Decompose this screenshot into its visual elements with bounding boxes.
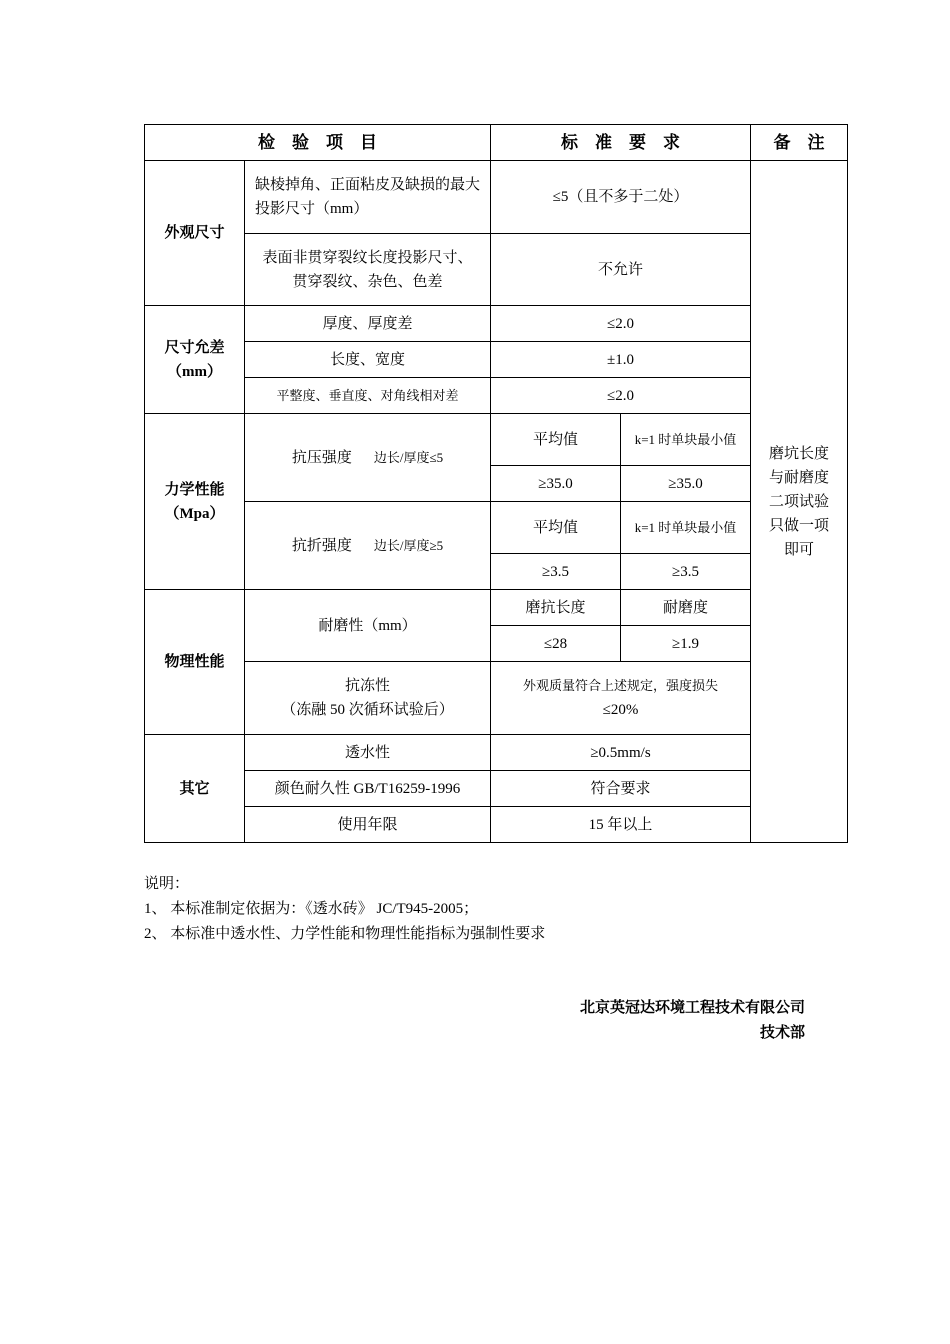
wear-v1: ≤28 (491, 626, 621, 662)
remark-cell (751, 161, 848, 843)
tolerance-label-2: （mm） (167, 363, 222, 380)
tolerance-req-2: ±1.0 (491, 342, 751, 378)
frost-item-2: （冻融 50 次循环试验后） (281, 702, 454, 718)
notes-section (144, 872, 545, 947)
group-physical: 物理性能 (145, 590, 245, 735)
flexural-v2: ≥3.5 (621, 554, 751, 590)
mechanical-label-1: 力学性能 (164, 481, 225, 498)
signature-company: 北京英冠达环境工程技术有限公司 (579, 1000, 805, 1016)
other-item-3: 使用年限 (245, 807, 491, 843)
flexural-item (245, 502, 491, 590)
flexural-label: 抗折强度 (291, 537, 352, 554)
tolerance-req-1: ≤2.0 (491, 306, 751, 342)
flexural-h1: 平均值 (491, 502, 621, 554)
frost-req-1: 外观质量符合上述规定，强度损失 (522, 678, 718, 693)
mechanical-label-2: （Mpa） (164, 505, 225, 522)
compressive-h1: 平均值 (491, 414, 621, 466)
notes-line-2: 2、 本标准中透水性、力学性能和物理性能指标为强制性要求 (144, 926, 546, 942)
wear-h2: 耐磨度 (621, 590, 751, 626)
other-req-3: 15 年以上 (491, 807, 751, 843)
group-appearance: 外观尺寸 (145, 161, 245, 306)
signature-block (580, 996, 805, 1046)
signature-dept: 技术部 (759, 1025, 805, 1041)
group-other: 其它 (145, 735, 245, 843)
frost-item (245, 662, 491, 735)
compressive-label: 抗压强度 (291, 449, 352, 466)
wear-h1: 磨抗长度 (491, 590, 621, 626)
compressive-item (245, 414, 491, 502)
frost-req-2: ≤20% (602, 702, 639, 718)
flexural-v1: ≥3.5 (491, 554, 621, 590)
tolerance-item-1: 厚度、厚度差 (245, 306, 491, 342)
appearance-req-2: 不允许 (491, 234, 751, 306)
notes-title: 说明： (144, 876, 190, 892)
header-requirement: 标 准 要 求 (491, 125, 751, 161)
appearance-item-1: 缺棱掉角、正面粘皮及缺损的最大投影尺寸（mm） (245, 161, 491, 234)
compressive-condition: 边长/厚度≤5 (373, 449, 444, 465)
flexural-condition: 边长/厚度≥5 (373, 537, 444, 553)
standards-table (144, 124, 848, 843)
tolerance-label-1: 尺寸允差 (164, 339, 225, 356)
compressive-v1: ≥35.0 (491, 466, 621, 502)
tolerance-req-3: ≤2.0 (491, 378, 751, 414)
compressive-h2: k=1 时单块最小值 (621, 414, 751, 466)
other-req-1: ≥0.5mm/s (491, 735, 751, 771)
tolerance-item-2: 长度、宽度 (245, 342, 491, 378)
other-item-1: 透水性 (245, 735, 491, 771)
header-item: 检 验 项 目 (145, 125, 491, 161)
remark-text: 磨坑长度与耐磨度二项试验只做一项即可 (768, 445, 829, 558)
appearance-req-1: ≤5（且不多于二处） (491, 161, 751, 234)
header-note: 备 注 (751, 125, 848, 161)
group-tolerance (145, 306, 245, 414)
flexural-h2: k=1 时单块最小值 (621, 502, 751, 554)
frost-req (491, 662, 751, 735)
appearance-item-2: 表面非贯穿裂纹长度投影尺寸、贯穿裂纹、杂色、色差 (245, 234, 491, 306)
wear-v2: ≥1.9 (621, 626, 751, 662)
other-req-2: 符合要求 (491, 771, 751, 807)
wear-item: 耐磨性（mm） (245, 590, 491, 662)
notes-line-1: 1、 本标准制定依据为：《透水砖》 JC/T945-2005； (144, 901, 479, 917)
compressive-v2: ≥35.0 (621, 466, 751, 502)
group-mechanical (145, 414, 245, 590)
tolerance-item-3: 平整度、垂直度、对角线相对差 (245, 378, 491, 414)
frost-item-1: 抗冻性 (344, 678, 390, 694)
other-item-2: 颜色耐久性 GB/T16259-1996 (245, 771, 491, 807)
